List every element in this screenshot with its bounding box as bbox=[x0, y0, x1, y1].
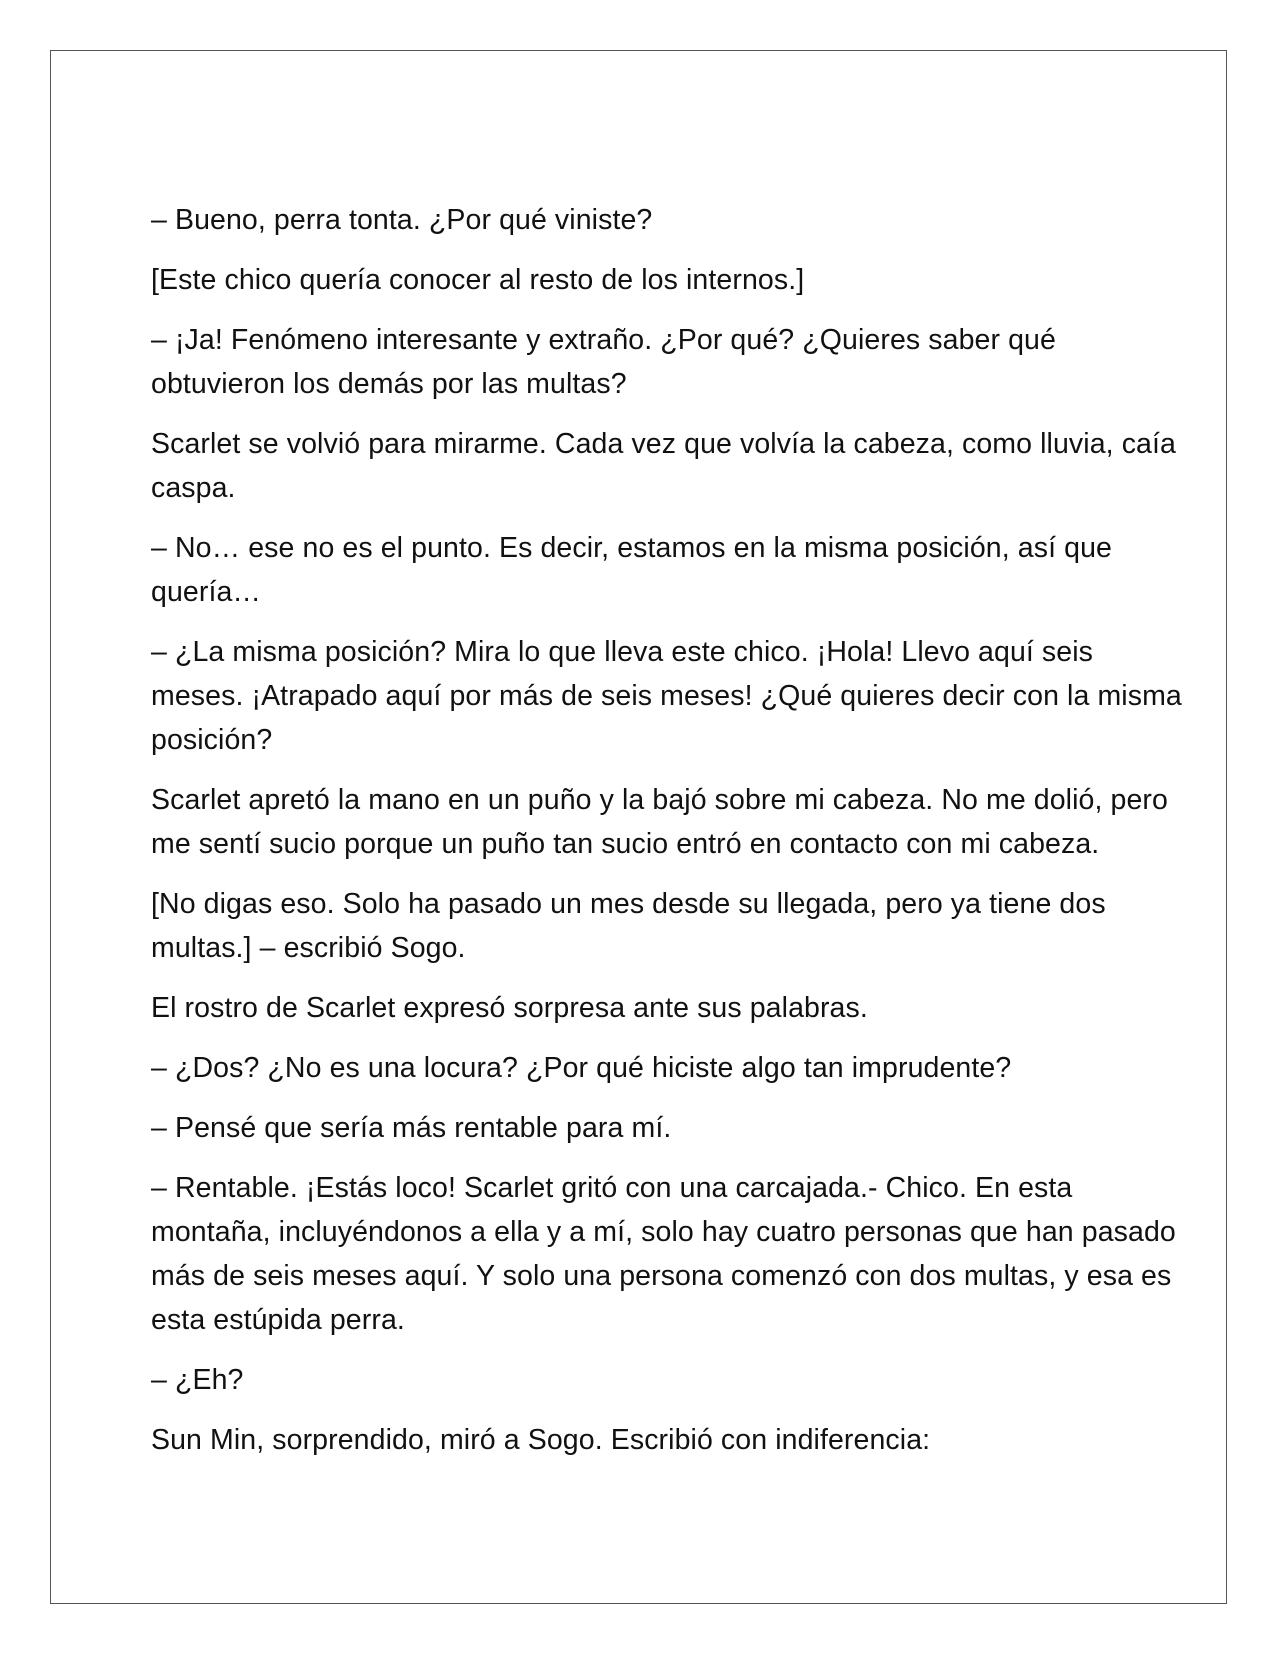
paragraph: – No… ese no es el punto. Es decir, estamos en la misma posición, así que quería… bbox=[151, 532, 1112, 608]
paragraph: El rostro de Scarlet expresó sorpresa ante sus palabras. bbox=[151, 992, 868, 1024]
document-body bbox=[151, 198, 1191, 1478]
paragraph: – Bueno, perra tonta. ¿Por qué viniste? bbox=[151, 204, 653, 236]
paragraph: [Este chico quería conocer al resto de los internos.] bbox=[151, 264, 805, 296]
paragraph: Scarlet apretó la mano en un puño y la bajó sobre mi cabeza. No me dolió, pero me sentí sucio porque un puño tan sucio entró en contacto con mi cabeza. bbox=[151, 784, 1168, 860]
paragraph: – ¿Dos? ¿No es una locura? ¿Por qué hiciste algo tan imprudente? bbox=[151, 1052, 1012, 1084]
paragraph: [No digas eso. Solo ha pasado un mes desde su llegada, pero ya tiene dos multas.] – escribió Sogo. bbox=[151, 888, 1106, 964]
paragraph: – ¡Ja! Fenómeno interesante y extraño. ¿Por qué? ¿Quieres saber qué obtuvieron los demás por las multas? bbox=[151, 324, 1056, 400]
paragraph: – ¿Eh? bbox=[151, 1364, 244, 1396]
paragraph: Scarlet se volvió para mirarme. Cada vez que volvía la cabeza, como lluvia, caía caspa. bbox=[151, 428, 1176, 504]
paragraph: – ¿La misma posición? Mira lo que lleva este chico. ¡Hola! Llevo aquí seis meses. ¡Atrapado aquí por más de seis meses! ¿Qué quieres decir con la misma posición? bbox=[151, 636, 1182, 756]
page-frame bbox=[50, 50, 1227, 1604]
paragraph: – Pensé que sería más rentable para mí. bbox=[151, 1112, 672, 1144]
paragraph: Sun Min, sorprendido, miró a Sogo. Escribió con indiferencia: bbox=[151, 1424, 931, 1456]
paragraph: – Rentable. ¡Estás loco! Scarlet gritó con una carcajada.- Chico. En esta montaña, incluyéndonos a ella y a mí, solo hay cuatro personas que han pasado más de seis meses aquí. Y solo una persona comenzó con dos multas, y esa es esta estúpida perra. bbox=[151, 1172, 1176, 1336]
